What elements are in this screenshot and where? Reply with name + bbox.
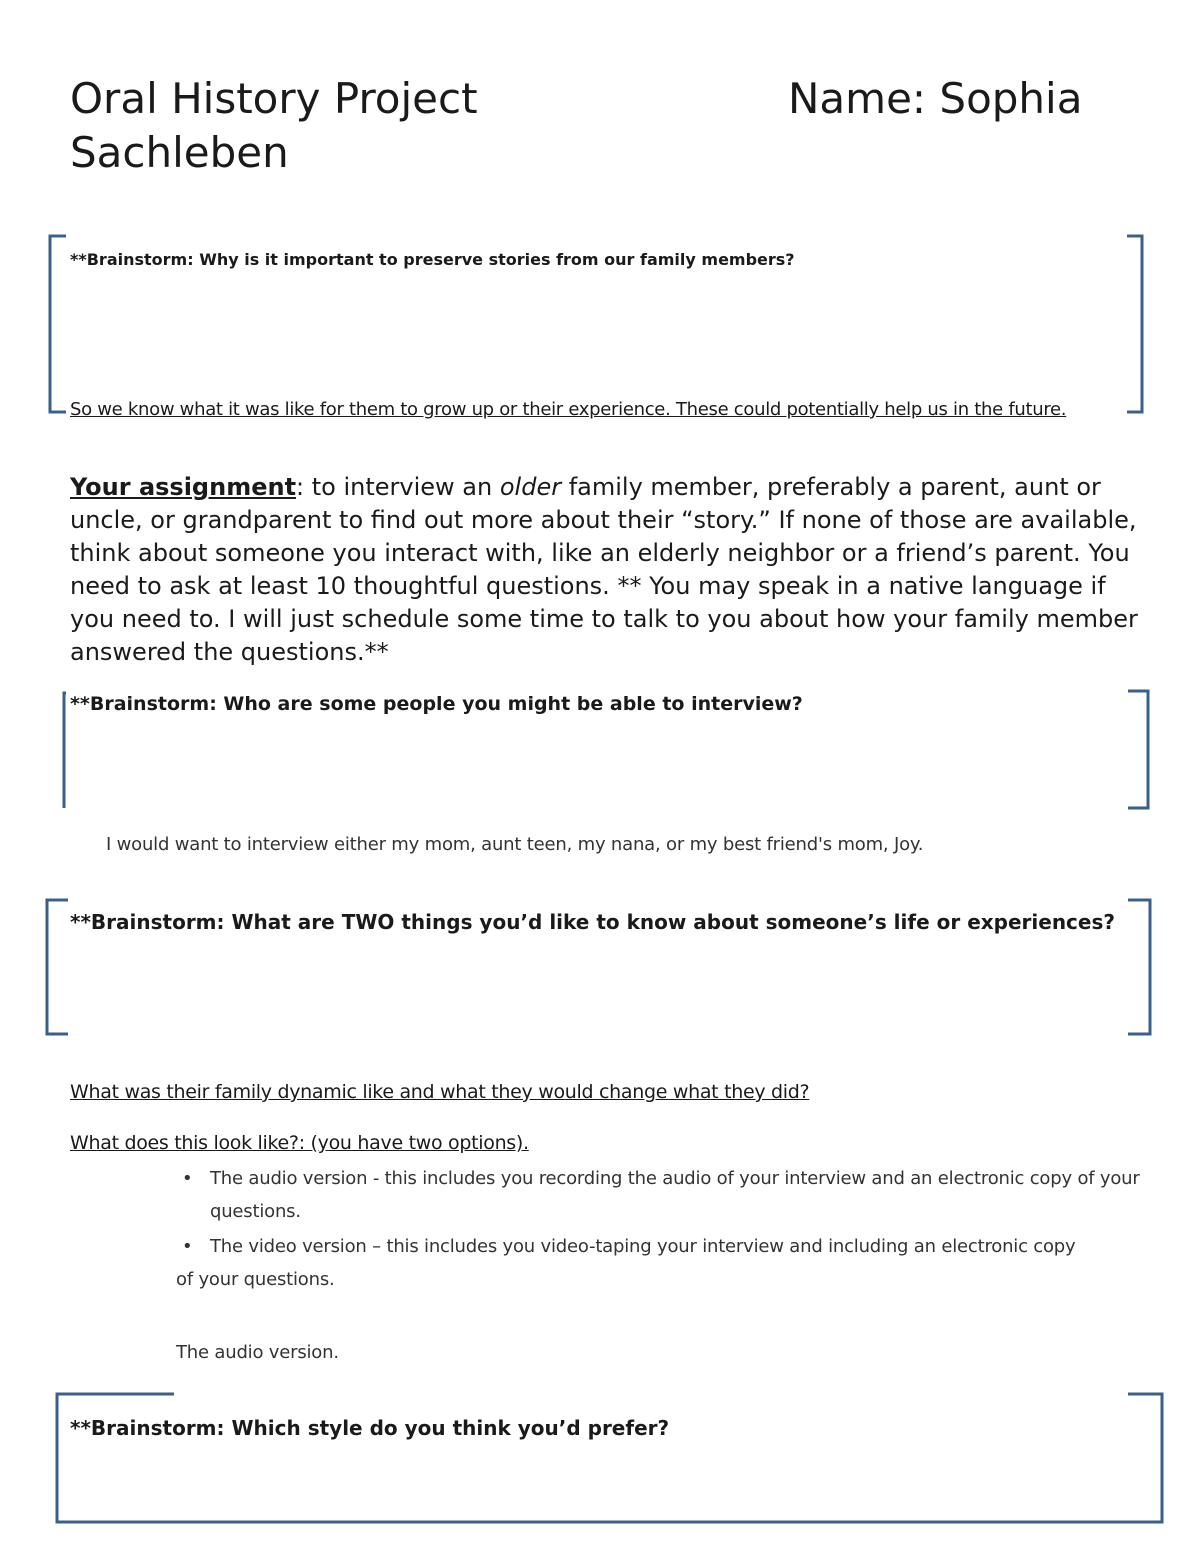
option-audio-text: The audio version - this includes you recording the audio of your interview and an electronic copy of your questions. (210, 1168, 1140, 1222)
option-video-text-1: The video version – this includes you video-taping your interview and including an electronic copy (210, 1236, 1076, 1257)
bracket-1-right (1127, 236, 1142, 412)
brainstorm-4-question: **Brainstorm: Which style do you think you’d prefer? (70, 1416, 670, 1440)
brainstorm-2-question: **Brainstorm: Who are some people you might be able to interview? (70, 693, 803, 715)
bracket-2-left (64, 693, 66, 808)
page-title: Oral History Project (70, 74, 478, 123)
assignment-text-2: family member, preferably a parent, aunt or uncle, or grandparent to find out more about their “story.” If none of those are available, think about someone you interact with, like an elderly neighbor or a friend’s parent. You need to ask at least 10 thoughtful questions. ** You may speak in a native language if you need to. I will just schedule some time to talk to you about how your family member answered the questions.** (70, 473, 1138, 666)
assignment-label: Your assignment (70, 473, 297, 501)
options-answer: The audio version. (176, 1342, 339, 1363)
option-audio (182, 1162, 1150, 1228)
option-video-text-2: of your questions. (176, 1269, 335, 1290)
bullet-icon: • (182, 1236, 193, 1257)
bracket-4-left (57, 1394, 1162, 1522)
student-name-continued: Sachleben (70, 128, 289, 177)
options-list (182, 1162, 1150, 1228)
brainstorm-3-answer: What was their family dynamic like and what they would change what they did? (70, 1081, 810, 1103)
student-name-label: Name: Sophia (788, 74, 1083, 123)
assignment-text-1: : to interview an (296, 473, 500, 501)
bullet-icon: • (182, 1168, 193, 1189)
brainstorm-3-question: **Brainstorm: What are TWO things you’d like to know about someone’s life or experiences? (70, 910, 1115, 934)
bracket-1-left (50, 236, 66, 412)
bracket-2-right (1128, 691, 1148, 808)
assignment-paragraph (70, 471, 1140, 669)
brainstorm-1-question: **Brainstorm: Why is it important to preserve stories from our family members? (70, 250, 795, 269)
bracket-3-left (47, 900, 68, 1034)
option-video (182, 1230, 1150, 1263)
assignment-emphasis: older (499, 473, 562, 501)
brainstorm-1-answer: So we know what it was like for them to grow up or their experience. These could potentially help us in the future. (70, 399, 1067, 420)
bracket-3-right (1128, 900, 1150, 1034)
options-heading: What does this look like?: (you have two options). (70, 1132, 529, 1154)
brainstorm-2-answer: I would want to interview either my mom, aunt teen, my nana, or my best friend's mom, Joy. (106, 834, 924, 855)
